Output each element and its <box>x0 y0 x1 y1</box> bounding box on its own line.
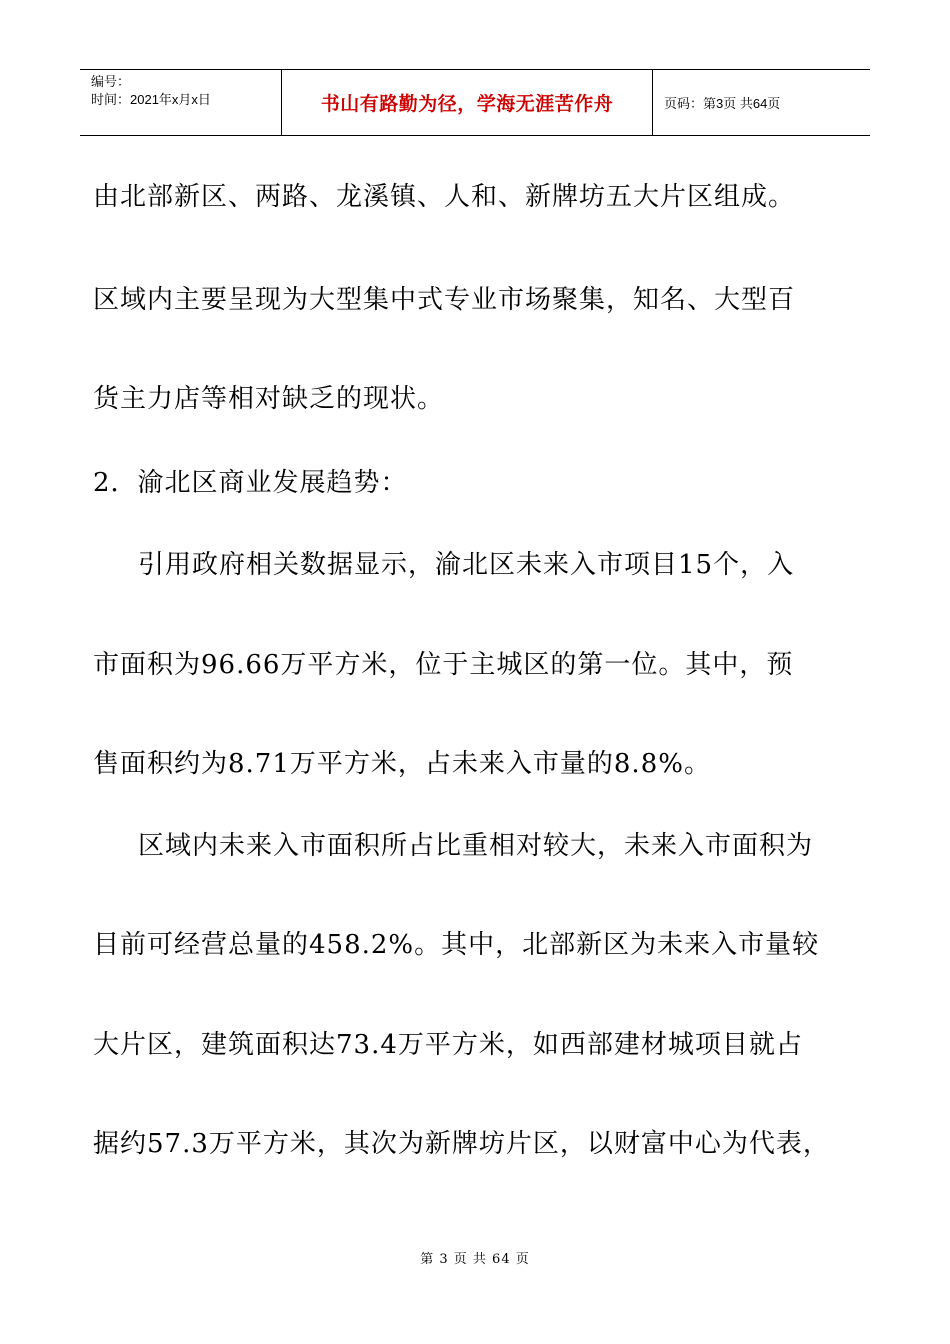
paragraph-line: 由北部新区、两路、龙溪镇、人和、新牌坊五大片区组成。 <box>93 182 796 212</box>
paragraph-line: 货主力店等相对缺乏的现状。 <box>93 384 445 414</box>
paragraph-line: 售面积约为8.71万平方米，占未来入市量的8.8%。 <box>93 749 711 779</box>
page-info-label: 页码：第3页 共64页 <box>664 96 781 111</box>
paragraph-line: 区域内未来入市面积所占比重相对较大，未来入市面积为 <box>138 831 814 861</box>
paragraph-line: 大片区，建筑面积达73.4万平方米，如西部建材城项目就占 <box>93 1030 803 1060</box>
paragraph-line: 市面积为96.66万平方米，位于主城区的第一位。其中，预 <box>93 650 794 680</box>
paragraph-line: 区域内主要呈现为大型集中式专业市场聚集，知名、大型百 <box>93 285 796 315</box>
serial-number-label: 编号： <box>91 74 131 89</box>
paragraph-line: 目前可经营总量的458.2%。其中，北部新区为未来入市量较 <box>93 930 820 960</box>
motto-text: 书山有路勤为径，学海无涯苦作舟 <box>320 93 614 115</box>
section-heading: 2．渝北区商业发展趋势： <box>93 468 408 498</box>
page-footer: 第 3 页 共 64 页 <box>420 1252 530 1267</box>
paragraph-line: 引用政府相关数据显示，渝北区未来入市项目15个，入 <box>138 550 795 580</box>
date-label: 时间：2021年x月x日 <box>91 92 211 107</box>
paragraph-line: 据约57.3万平方米，其次为新牌坊片区，以财富中心为代表， <box>93 1129 830 1159</box>
